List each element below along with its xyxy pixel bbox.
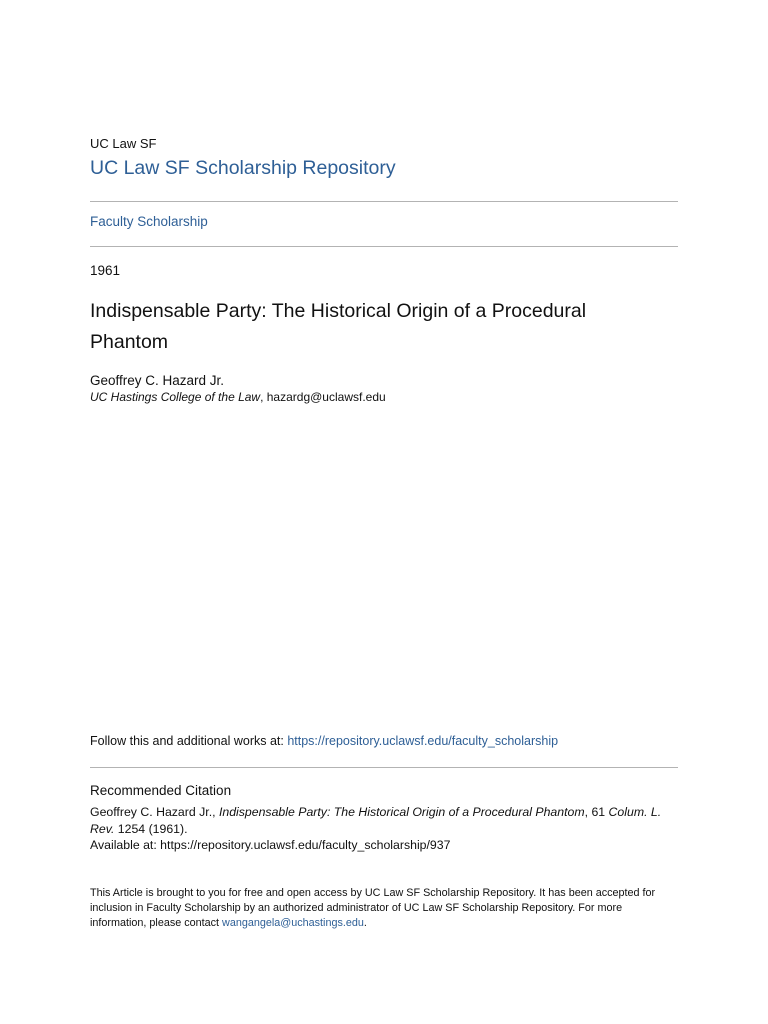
notice-end: .: [363, 917, 367, 929]
author-name: Geoffrey C. Hazard Jr.: [90, 373, 225, 388]
citation-author: Geoffrey C. Hazard Jr.,: [90, 805, 219, 819]
divider: [90, 246, 678, 247]
follow-link[interactable]: https://repository.uclawsf.edu/faculty_scholarship: [287, 734, 559, 748]
repository-link[interactable]: UC Law SF Scholarship Repository: [90, 157, 396, 179]
citation-volume: , 61: [584, 805, 609, 819]
available-at: Available at: https://repository.uclawsf.edu/faculty_scholarship/937: [90, 838, 451, 852]
affiliation-institution: UC Hastings College of the Law: [90, 390, 261, 404]
notice-text: This Article is brought to you for free and open access by UC Law SF Scholarship Repository. It has been accepted for inclusion in Faculty Scholarship by an authorized administrator of UC Law SF Scholarship Repository. For more information, please contact: [90, 887, 656, 929]
access-notice: [90, 886, 675, 931]
citation-title: Indispensable Party: The Historical Origin of a Procedural Phantom: [218, 805, 585, 819]
article-title: Indispensable Party: The Historical Origin of a Procedural Phantom: [90, 300, 587, 353]
recommended-citation-heading: Recommended Citation: [90, 783, 232, 798]
cover-page: [90, 0, 678, 1024]
follow-prefix: Follow this and additional works at:: [90, 734, 288, 748]
author-affiliation: [90, 390, 386, 404]
contact-email-link[interactable]: wangangela@uchastings.edu: [222, 917, 364, 929]
affiliation-email: , hazardg@uclawsf.edu: [260, 390, 386, 404]
citation-journal: Colum. L. Rev.: [90, 805, 662, 836]
follow-line: [90, 734, 558, 748]
collection-link[interactable]: Faculty Scholarship: [90, 214, 208, 229]
divider: [90, 767, 678, 768]
publication-year: 1961: [90, 263, 121, 278]
citation-pages: 1254 (1961).: [114, 822, 188, 836]
divider: [90, 201, 678, 202]
citation-text: [90, 804, 675, 838]
institution-name: UC Law SF: [90, 136, 157, 151]
